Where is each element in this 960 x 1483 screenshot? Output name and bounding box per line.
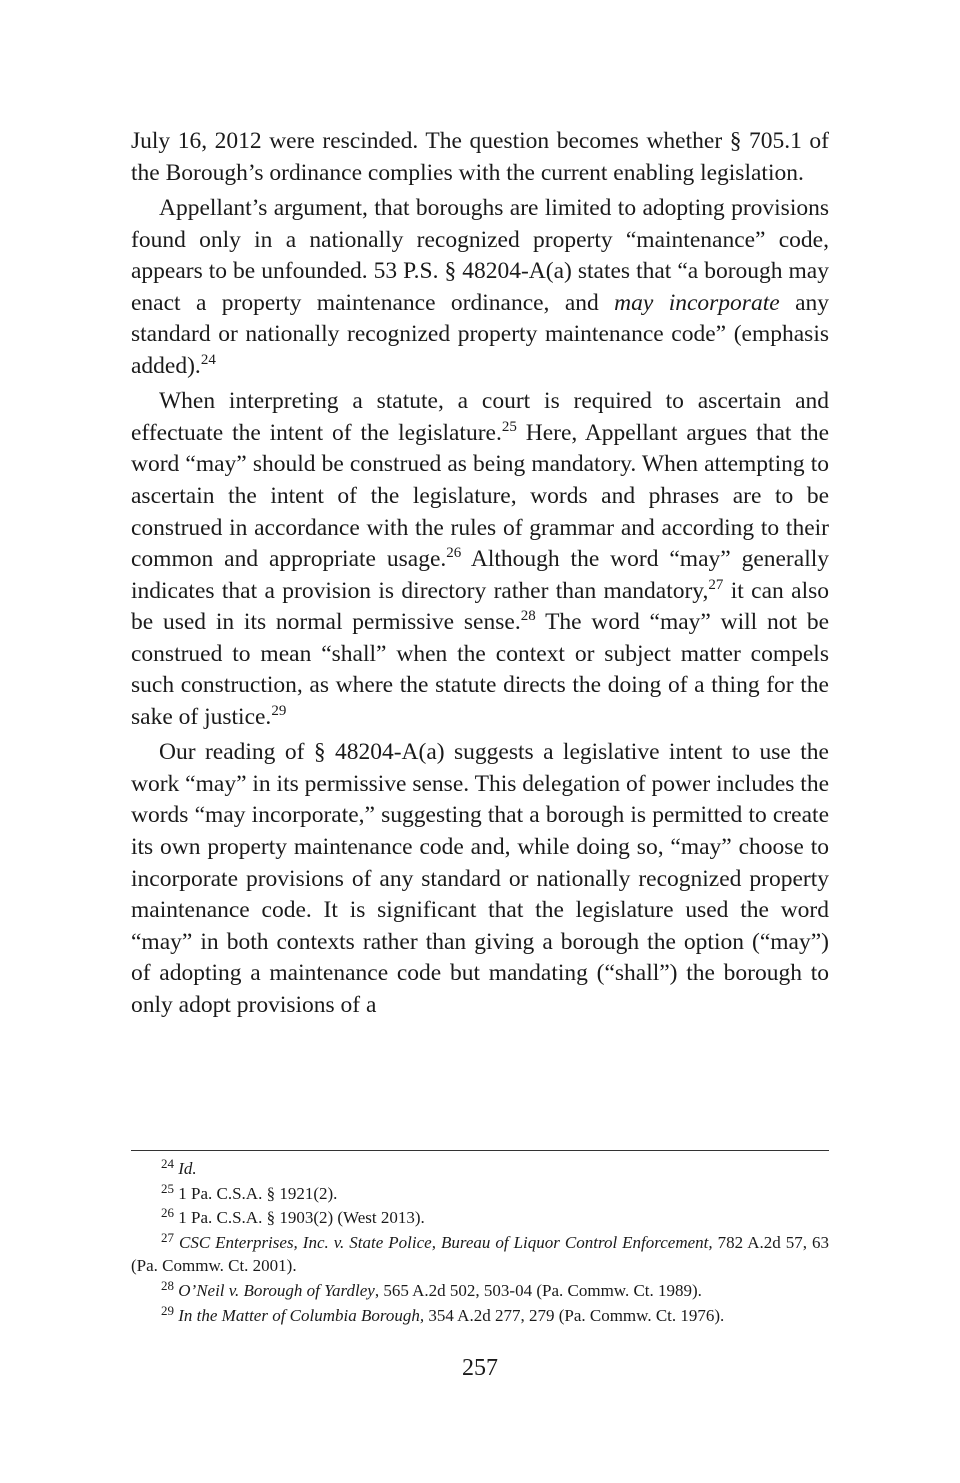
footnote-ref-24[interactable]: 24 (200, 351, 216, 368)
paragraph-4-text: Our reading of § 48204-A(a) suggests a legislative intent to use the work “may” in its permissive sense. This delegation of power includes the words “may incorporate,” suggesting that a borough is permitted to create its own property maintenance code and, while doing so, “may” choose to incorporate provisions of any standard or nationally recognized property maintenance code. It is significant that the legislature used the word “may” in both contexts rather than giving a borough the option (“may”) of adopting a maintenance code but mandating (“shall”) the borough to only adopt provisions of a (131, 739, 829, 1018)
footnote-ref-25[interactable]: 25 (501, 418, 517, 435)
footnote-number: 24 (161, 1156, 174, 1171)
footnote-number: 25 (161, 1180, 174, 1196)
footnote-divider (131, 1150, 829, 1151)
paragraph-3-text-e: The word “may” will not be construed to mean “shall” when the context or subject matter compels such construction, as where the statute directs the doing of a thing for the sake of justice. (131, 609, 829, 730)
footnote-number: 29 (161, 1302, 174, 1318)
paragraph-4 (131, 737, 829, 1021)
paragraph-3-text-d: it can also be used in its normal permissive sense. (131, 577, 829, 636)
footnote-citation-italic: O’Neil v. Borough of Yardley (178, 1280, 375, 1300)
footnote-number: 27 (161, 1229, 174, 1245)
paragraph-1 (131, 126, 829, 189)
body-text (131, 126, 829, 1021)
footnotes (131, 1157, 829, 1328)
paragraph-1-text: July 16, 2012 were rescinded. The question becomes whether § 705.1 of the Borough’s ordinance complies with the current enabling legislation. (131, 128, 829, 186)
paragraph-3-text-a: When interpreting a statute, a court is required to ascertain and effectuate the intent of the legislature. (131, 388, 829, 446)
footnote-28 (131, 1279, 829, 1303)
footnote-25 (131, 1182, 829, 1206)
footnote-29 (131, 1304, 829, 1328)
paragraph-2-text-a: Appellant’s argument, that boroughs are limited to adopting provisions found only in a nationally recognized property “maintenance” code, appears to be unfounded. 53 P.S. § 48204-A(a) states that “a borough may enact a property maintenance ordinance, and (131, 195, 829, 316)
footnote-ref-28[interactable]: 28 (520, 608, 536, 625)
footnote-citation-text: , 565 A.2d 502, 503-04 (Pa. Commw. Ct. 1989). (374, 1280, 702, 1300)
footnote-26 (131, 1206, 829, 1230)
footnote-24 (131, 1157, 829, 1181)
footnote-number: 28 (161, 1277, 174, 1293)
footnote-number: 26 (161, 1205, 174, 1221)
footnote-27 (131, 1231, 829, 1278)
paragraph-2-emphasis: may incorporate (614, 289, 780, 316)
footnote-citation-italic: In the Matter of Columbia Borough, (178, 1305, 425, 1325)
footnote-ref-26[interactable]: 26 (446, 545, 462, 562)
footnote-citation-text: 1 Pa. C.S.A. § 1903(2) (West 2013). (178, 1208, 425, 1228)
footnote-citation-text: 782 A.2d 57, 63 (Pa. Commw. Ct. 2001). (131, 1232, 829, 1276)
paragraph-3 (131, 386, 829, 733)
footnote-citation-italic: CSC Enterprises, Inc. v. State Police, Bureau of Liquor Control Enforcement, (179, 1232, 713, 1252)
paragraph-3-text-c: Although the word “may” generally indicates that a provision is directory rather than mandatory, (131, 546, 830, 604)
footnote-citation-italic: Id. (178, 1159, 197, 1178)
footnote-citation-text: 1 Pa. C.S.A. § 1921(2). (178, 1183, 338, 1203)
paragraph-2 (131, 193, 829, 382)
paragraph-2-text-b: any standard or nationally recognized property maintenance code” (emphasis added). (131, 289, 829, 379)
footnote-ref-27[interactable]: 27 (708, 576, 724, 593)
paragraph-3-text-b: Here, Appellant argues that the word “may” should be construed as being mandatory. When attempting to ascertain the intent of the legislature, words and phrases are to be construed in accordance with the rules of grammar and according to their common and appropriate usage. (131, 419, 829, 573)
page-number: 257 (462, 1355, 498, 1381)
footnote-ref-29[interactable]: 29 (271, 702, 287, 719)
footnote-citation-text: 354 A.2d 277, 279 (Pa. Commw. Ct. 1976). (424, 1305, 725, 1325)
